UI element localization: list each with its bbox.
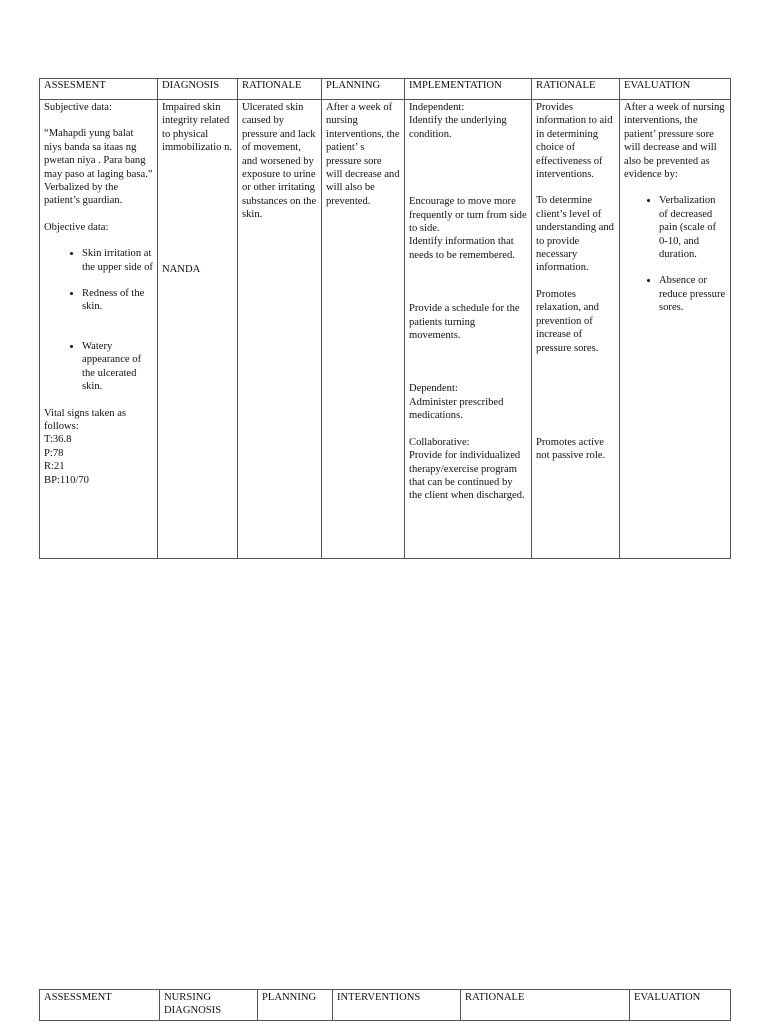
header-rationale: RATIONALE [238,79,322,100]
rationale-2-cell [532,100,620,559]
implementation-item: Identify the underlying condition. [409,115,507,140]
footer-header-evaluation: EVALUATION [630,990,731,1021]
rationale-item: To determine client’s level of understanding and to provide necessary information. [536,195,614,274]
footer-table [39,989,731,1021]
diagnosis-cell [158,100,238,559]
rationale-text: Ulcerated skin caused by pressure and lack of movement, and worsened by exposure to urine or other irritating substances on the skin. [242,102,317,221]
objective-item: • Skin irritation at the upper side of [82,247,153,274]
dependent-label: Dependent: [409,383,458,395]
evaluation-item: • Verbalization of decreased pain (scale of 0-10, and duration. [659,194,726,261]
care-plan-table [39,78,731,559]
objective-item: • Redness of the skin. [82,287,153,314]
footer-header-planning: PLANNING [258,990,333,1021]
header-evaluation: EVALUATION [620,79,731,100]
footer-header-nursing-diagnosis: NURSING DIAGNOSIS [160,990,258,1021]
header-rationale-2: RATIONALE [532,79,620,100]
evaluation-text: After a week of nursing interventions, the patient’ pressure sore will decrease and will also be prevented as evidence by: [624,102,725,181]
implementation-item: Identify information that needs to be remembered. [409,236,515,261]
evaluation-list [624,194,726,314]
verbalized-by: Verbalized by the patient’s guardian. [44,182,123,207]
vital-temperature: T:36.8 [44,434,72,446]
objective-list [44,247,153,393]
evaluation-item: • Absence or reduce pressure sores. [659,274,726,314]
objective-item: • Watery appearance of the ulcerated skin. [82,340,153,394]
implementation-item: Administer prescribed medications. [409,396,504,422]
planning-cell [322,100,405,559]
implementation-item: Encourage to move more frequently or turn from side to side. [409,196,527,235]
vitals-label: Vital signs taken as follows: [44,407,127,432]
header-assessment: ASSESMENT [40,79,158,100]
header-row [40,79,731,100]
diagnosis-text: Impaired skin integrity related to physical immobilizatio n. [162,102,233,154]
rationale-item: Promotes active not passive role. [536,436,606,462]
implementation-item: Provide for individualized therapy/exercise program that can be continued by the client when discharged. [409,450,525,502]
header-planning: PLANNING [322,79,405,100]
subjective-label: Subjective data: [44,102,112,113]
implementation-cell [405,100,532,559]
header-implementation: IMPLEMENTATION [405,79,532,100]
implementation-item: Provide a schedule for the patients turning movements. [409,303,520,342]
footer-header-interventions: INTERVENTIONS [333,990,461,1021]
evaluation-cell [620,100,731,559]
assessment-cell [40,100,158,559]
rationale-item: Promotes relaxation, and prevention of increase of pressure sores. [536,288,599,354]
objective-label: Objective data: [44,221,109,233]
footer-header-rationale: RATIONALE [461,990,630,1021]
rationale-item: Provides information to aid in determining choice of effectiveness of interventions. [536,102,613,181]
header-diagnosis: DIAGNOSIS [158,79,238,100]
footer-header-row [40,990,731,1021]
footer-header-assessment: ASSESSMENT [40,990,160,1021]
vital-respiration: R:21 [44,461,65,473]
content-row [40,100,731,559]
vital-pulse: P:78 [44,447,64,459]
diagnosis-source: NANDA [162,263,201,275]
vital-blood-pressure: BP:110/70 [44,474,89,486]
subjective-quote: “Mahapdi yung balat niys banda sa itaas ng pwetan niya . Para bang may paso at laging basa.” [44,128,153,180]
collaborative-label: Collaborative: [409,436,470,448]
planning-text: After a week of nursing interventions, the patient’ s pressure sore will decrease and will also be prevented. [326,102,400,207]
rationale-cell [238,100,322,559]
independent-label: Independent: [409,102,465,113]
